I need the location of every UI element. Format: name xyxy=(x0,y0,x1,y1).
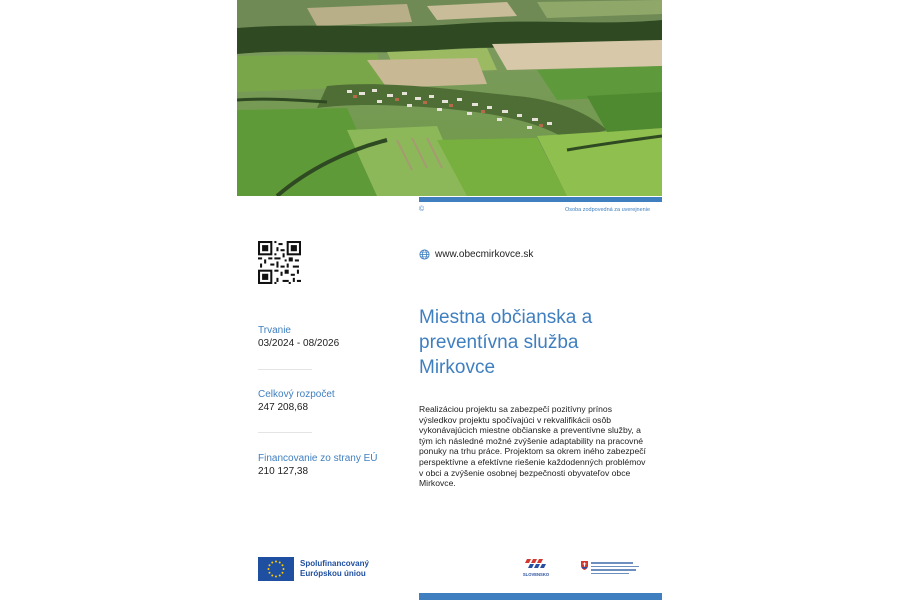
eu-text-line-1: Spolufinancovaný xyxy=(300,559,369,568)
duration-block xyxy=(258,324,408,350)
eu-flag-icon xyxy=(258,557,294,581)
eu-funding-block xyxy=(258,452,408,478)
project-title-line-1: Miestna občianska a xyxy=(419,307,593,328)
divider xyxy=(258,432,312,433)
eu-funding-value: 210 127,38 xyxy=(258,466,309,477)
aerial-village-photo xyxy=(237,0,662,196)
project-title-line-3: Mirkovce xyxy=(419,357,496,378)
responsible-person-label: Osoba zodpovedná za uverejnenie xyxy=(565,207,651,213)
project-poster xyxy=(237,0,662,600)
budget-value: 247 208,68 xyxy=(258,402,309,413)
ministry-logo xyxy=(581,561,639,574)
project-title xyxy=(419,305,654,380)
globe-icon xyxy=(419,249,430,260)
duration-label: Trvanie xyxy=(258,325,291,336)
budget-block xyxy=(258,388,408,414)
slovensko-logo-text: SLOVENSKO xyxy=(522,572,550,577)
accent-bar-top xyxy=(419,197,662,202)
duration-value: 03/2024 - 08/2026 xyxy=(258,338,340,349)
divider xyxy=(258,369,312,370)
project-description: Realizáciou projektu sa zabezpečí pozitívny prínos výsledkov projektu spočívajúci v rekvalifikácii osôb vykonávajúcich miestne občianske a preventívne služby, a tým ich následné možné zvýšenie adaptability na pracovné ponuky na trhu práce. Projektom sa okrem iného zabezpečí perspektívne a efektívne riešenie každodenných problémov v obci a zvýšenie osobnej bezpečnosti obyvateľov obce Mirkovce. xyxy=(419,404,646,489)
eu-cofunded-text xyxy=(300,559,369,579)
eu-text-line-2: Európskou úniou xyxy=(300,569,366,578)
slovak-coat-of-arms-icon xyxy=(581,561,588,570)
website-url: www.obecmirkovce.sk xyxy=(435,249,534,260)
copyright-mark: © xyxy=(419,206,425,213)
website-link[interactable] xyxy=(419,249,533,260)
eu-cofunded-logo xyxy=(258,557,369,581)
slovensko-program-logo xyxy=(521,557,551,579)
budget-label: Celkový rozpočet xyxy=(258,389,335,400)
accent-bar-bottom xyxy=(419,593,662,600)
eu-funding-label: Financovanie zo strany EÚ xyxy=(258,453,378,464)
qr-code xyxy=(258,241,301,284)
project-title-line-2: preventívna služba xyxy=(419,332,579,353)
